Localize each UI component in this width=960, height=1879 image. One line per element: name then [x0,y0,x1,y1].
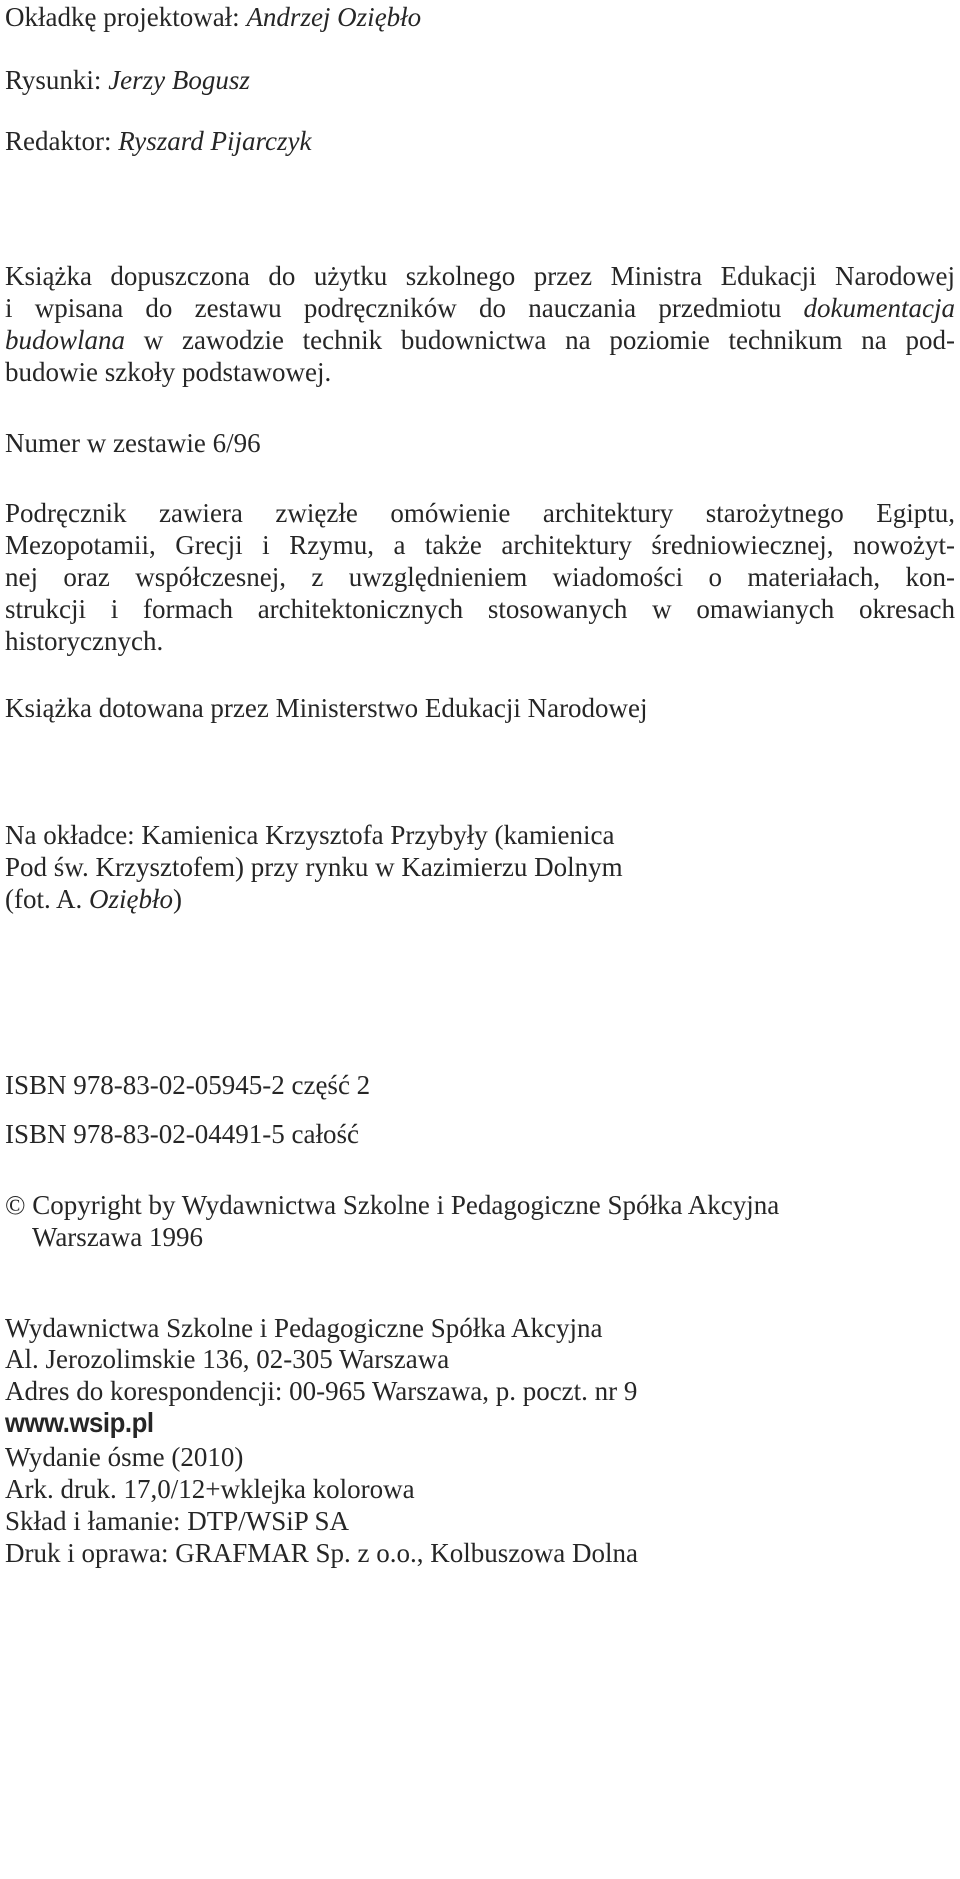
cover-note-line-1: Na okładce: Kamienica Krzysztofa Przybyły (kamienica [5,820,615,850]
copyright-line-1 [5,1187,955,1223]
description-line-1: Podręcznik zawiera zwięzłe omówienie architektury starożytnego Egiptu, [5,498,955,528]
approval-line-2 [5,290,955,326]
cover-note-line-2: Pod św. Krzysztofem) przy rynku w Kazimierzu Dolnym [5,852,623,882]
publisher-name: Wydawnictwa Szkolne i Pedagogiczne Spółka Akcyjna [5,1313,603,1343]
printing-info: Druk i oprawa: GRAFMAR Sp. z o.o., Kolbuszowa Dolna [5,1538,638,1568]
description-line-3: nej oraz współczesnej, z uwzględnieniem wiadomości o materiałach, kon- [5,562,955,592]
cover-designer-label: Okładkę projektował: [5,2,247,32]
set-number: Numer w zestawie 6/96 [5,428,261,458]
description-line-5: historycznych. [5,626,164,656]
editor-label: Redaktor: [5,126,119,156]
isbn-part: ISBN 978-83-02-05945-2 część 2 [5,1070,371,1100]
printing-sheets: Ark. druk. 17,0/12+wklejka kolorowa [5,1474,415,1504]
cover-note-photo-suffix: ) [173,884,182,914]
edition-info: Wydanie ósme (2010) [5,1442,244,1472]
publisher-address: Al. Jerozolimskie 136, 02-305 Warszawa [5,1344,450,1374]
cover-note-photographer: Oziębło [89,884,173,914]
approval-line-3-text: w zawodzie technik budownictwa na poziomie technikum na pod- [125,325,955,355]
drawings-name: Jerzy Bogusz [108,65,250,95]
cover-note-line-3 [5,881,955,917]
drawings-credit [5,62,955,98]
isbn-whole: ISBN 978-83-02-04491-5 całość [5,1119,359,1149]
copyright-line-2: Warszawa 1996 [32,1222,204,1252]
approval-line-2-text: i wpisana do zestawu podręczników do nauczania przedmiotu [5,293,804,323]
funding-note: Książka dotowana przez Ministerstwo Edukacji Narodowej [5,693,648,723]
publisher-website-link[interactable]: www.wsip.pl [5,1407,154,1438]
publisher-correspondence: Adres do korespondencji: 00-965 Warszawa, p. poczt. nr 9 [5,1376,638,1406]
approval-line-3 [5,322,955,358]
copyright-symbol: © [5,1190,26,1220]
approval-subject-italic: dokumentacja [803,293,955,323]
copyright-text: Copyright by Wydawnictwa Szkolne i Pedagogiczne Spółka Akcyjna [25,1190,780,1220]
approval-subject-italic-2: budowlana [5,325,126,355]
description-line-2: Mezopotamii, Grecji i Rzymu, a także architektury średniowiecznej, nowożyt- [5,530,955,560]
editor-credit [5,123,955,159]
cover-designer-name: Andrzej Oziębło [246,2,422,32]
cover-designer-credit [5,0,955,35]
cover-note-photo-prefix: (fot. A. [5,884,89,914]
approval-line-4: budowie szkoły podstawowej. [5,357,332,387]
drawings-label: Rysunki: [5,65,109,95]
description-line-4: strukcji i formach architektonicznych stosowanych w omawianych okresach [5,594,955,624]
editor-name: Ryszard Pijarczyk [118,126,312,156]
typesetting-info: Skład i łamanie: DTP/WSiP SA [5,1506,349,1536]
approval-line-1: Książka dopuszczona do użytku szkolnego przez Ministra Edukacji Narodowej [5,261,955,291]
